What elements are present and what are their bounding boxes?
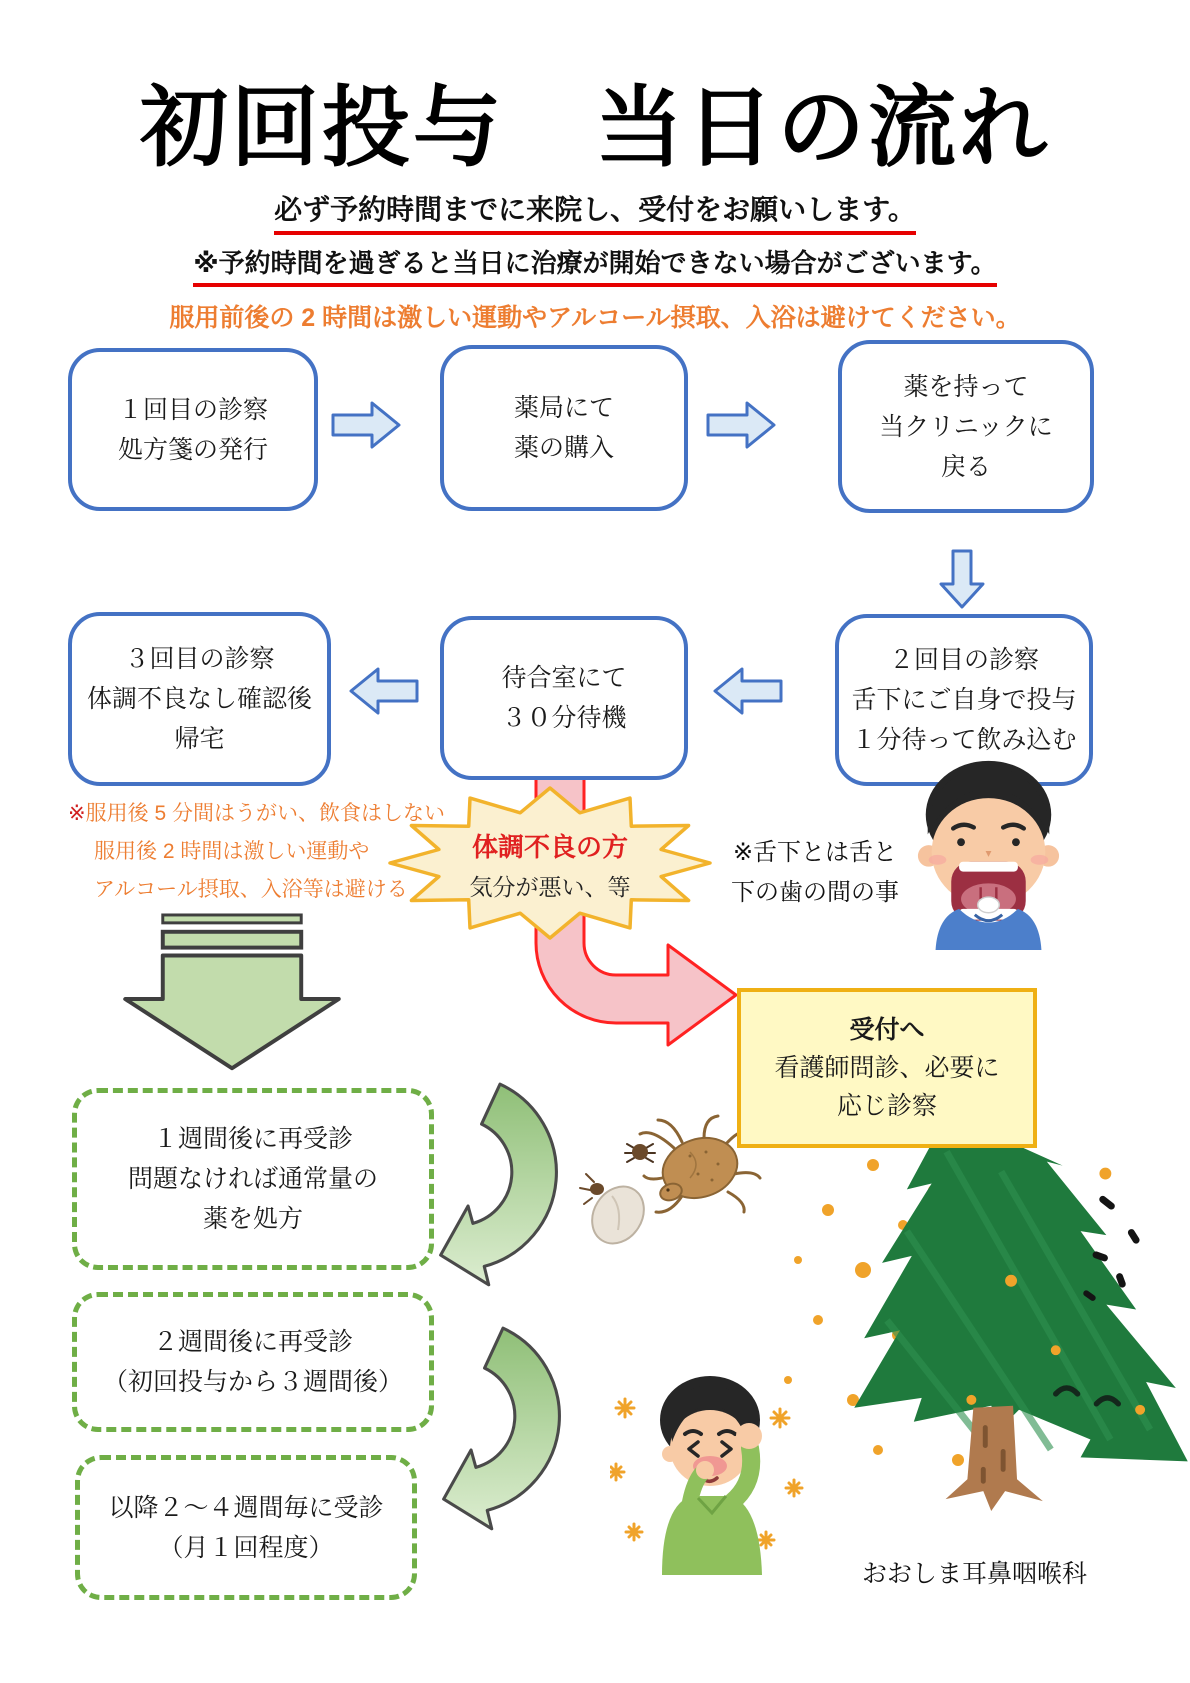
page-title: 初回投与 当日の流れ: [139, 76, 1050, 179]
continue-down-arrow: [112, 912, 352, 1090]
arrow-right-icon: [705, 398, 777, 452]
curved-arrow-down-1: [430, 1078, 570, 1293]
followup-box-2: ２週間後に再受診 （初回投与から３週間後）: [72, 1292, 434, 1432]
flow-step-6: ３回目の診察 体調不良なし確認後 帰宅: [68, 612, 331, 786]
flow-step-1: １回目の診察 処方箋の発行: [68, 348, 318, 511]
allergy-boy-illustration: [610, 1370, 860, 1575]
notice-late-warning: ※予約時間を過ぎると当日に治療が開始できない場合がございます。: [0, 243, 1190, 287]
after-dose-note: ※服用後 5 分間はうがい、飲食はしない 服用後 2 時間は激しい運動や アルコール摂取、入浴等は避ける: [68, 802, 445, 901]
flow-step-2: 薬局にて 薬の購入: [440, 345, 688, 511]
arrow-left-icon: [712, 664, 784, 718]
curved-arrow-down-2: [428, 1322, 578, 1537]
followup-box-1: １週間後に再受診 問題なければ通常量の 薬を処方: [72, 1088, 434, 1270]
sublingual-boy-illustration: [902, 752, 1074, 950]
notice-avoid-exercise: 服用前後の 2 時間は激しい運動やアルコール摂取、入浴は避けてください。: [169, 304, 1021, 332]
burst-title: 体調不良の方: [471, 832, 628, 862]
flow-step-3: 薬を持って 当クリニックに 戻る: [838, 340, 1094, 513]
arrow-down-icon: [938, 548, 986, 610]
notice-arrive-on-time: 必ず予約時間までに来院し、受付をお願いします。: [0, 188, 1190, 235]
arrow-left-icon: [348, 664, 420, 718]
followup-box-3: 以降２～４週間毎に受診 （月１回程度）: [75, 1455, 417, 1600]
burst-subtitle: 気分が悪い、等: [469, 874, 631, 900]
arrow-right-icon: [330, 398, 402, 452]
sublingual-note: ※舌下とは舌と 下の歯の間の事: [731, 839, 899, 906]
cedar-tree-illustration: [852, 1112, 1190, 1514]
flow-step-5: 待合室にて ３０分待機: [440, 616, 688, 780]
reception-box: 受付へ 看護師問診、必要に 応じ診察: [737, 988, 1037, 1148]
flow-step-4: ２回目の診察 舌下にご自身で投与 １分待って飲み込む: [835, 614, 1093, 786]
clinic-name: おおしま耳鼻咽喉科: [862, 1560, 1088, 1588]
